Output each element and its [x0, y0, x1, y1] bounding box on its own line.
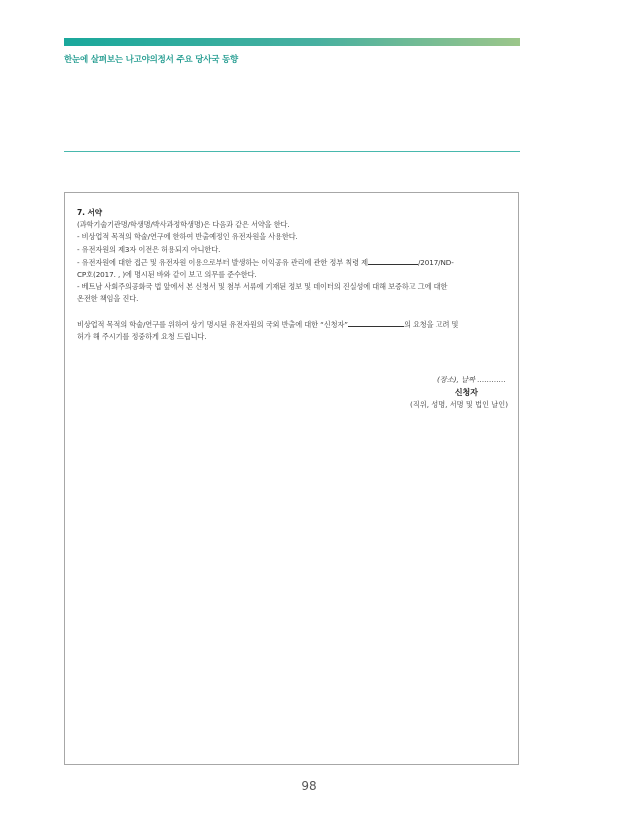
signature-block — [410, 374, 508, 412]
header-accent-bar — [64, 38, 520, 46]
request-text: 의 요청을 고려 및 — [403, 319, 459, 329]
pledge-item-line: CP호(2017. , )에 명시된 바와 같이 보고 의무를 준수한다. — [77, 270, 257, 280]
pledge-intro-line: (과학기술기관명/학생명/박사과정학생명)은 다음과 같은 서약을 한다. — [77, 220, 290, 230]
pledge-form-box — [64, 192, 519, 765]
pledge-item-text: - 유전자원에 대한 접근 및 유전자원 이용으로부터 발생하는 이익공유 관리에 관한 정부 칙령 제 — [77, 257, 368, 267]
pledge-item-line — [77, 256, 505, 269]
pledge-item-line: - 유전자원의 제3자 이전은 허용되지 아니한다. — [77, 244, 221, 254]
section-title: 7. 서약 — [77, 208, 102, 217]
spacer — [77, 306, 505, 318]
pledge-item-line: - 비상업적 목적의 학술/연구에 한하여 반출예정인 유전자원을 사용한다. — [77, 232, 298, 242]
pledge-form-content — [77, 207, 505, 343]
pledge-item-line: - 베트남 사회주의공화국 법 앞에서 본 신청서 및 첨부 서류에 기재된 정보 및 데이터의 진실성에 대해 보증하고 그에 대한 — [77, 282, 448, 292]
decree-suffix-text: /2017/ND- — [417, 257, 454, 267]
page-number: 98 — [301, 779, 317, 793]
request-paragraph-line: 허가 해 주시기를 정중하게 요청 드립니다. — [77, 331, 207, 341]
running-header-title: 한눈에 살펴보는 나고야의정서 주요 당사국 동향 — [64, 55, 239, 65]
applicant-label: 신청자 — [454, 387, 478, 397]
request-text: 비상업적 목적의 학술/연구를 위하여 상기 명시된 유전자원의 국외 반출에 대한 “신청자” — [77, 319, 348, 329]
header-divider — [64, 151, 520, 152]
decree-number-blank — [368, 256, 418, 265]
applicant-name-blank — [348, 318, 404, 327]
place-date-line: (장소), 날짜 ………… — [437, 375, 506, 384]
signer-details: (직위, 성명, 서명 및 법인 날인) — [410, 400, 508, 409]
pledge-item-line: 온전한 책임을 진다. — [77, 294, 139, 304]
request-paragraph-line — [77, 318, 505, 331]
